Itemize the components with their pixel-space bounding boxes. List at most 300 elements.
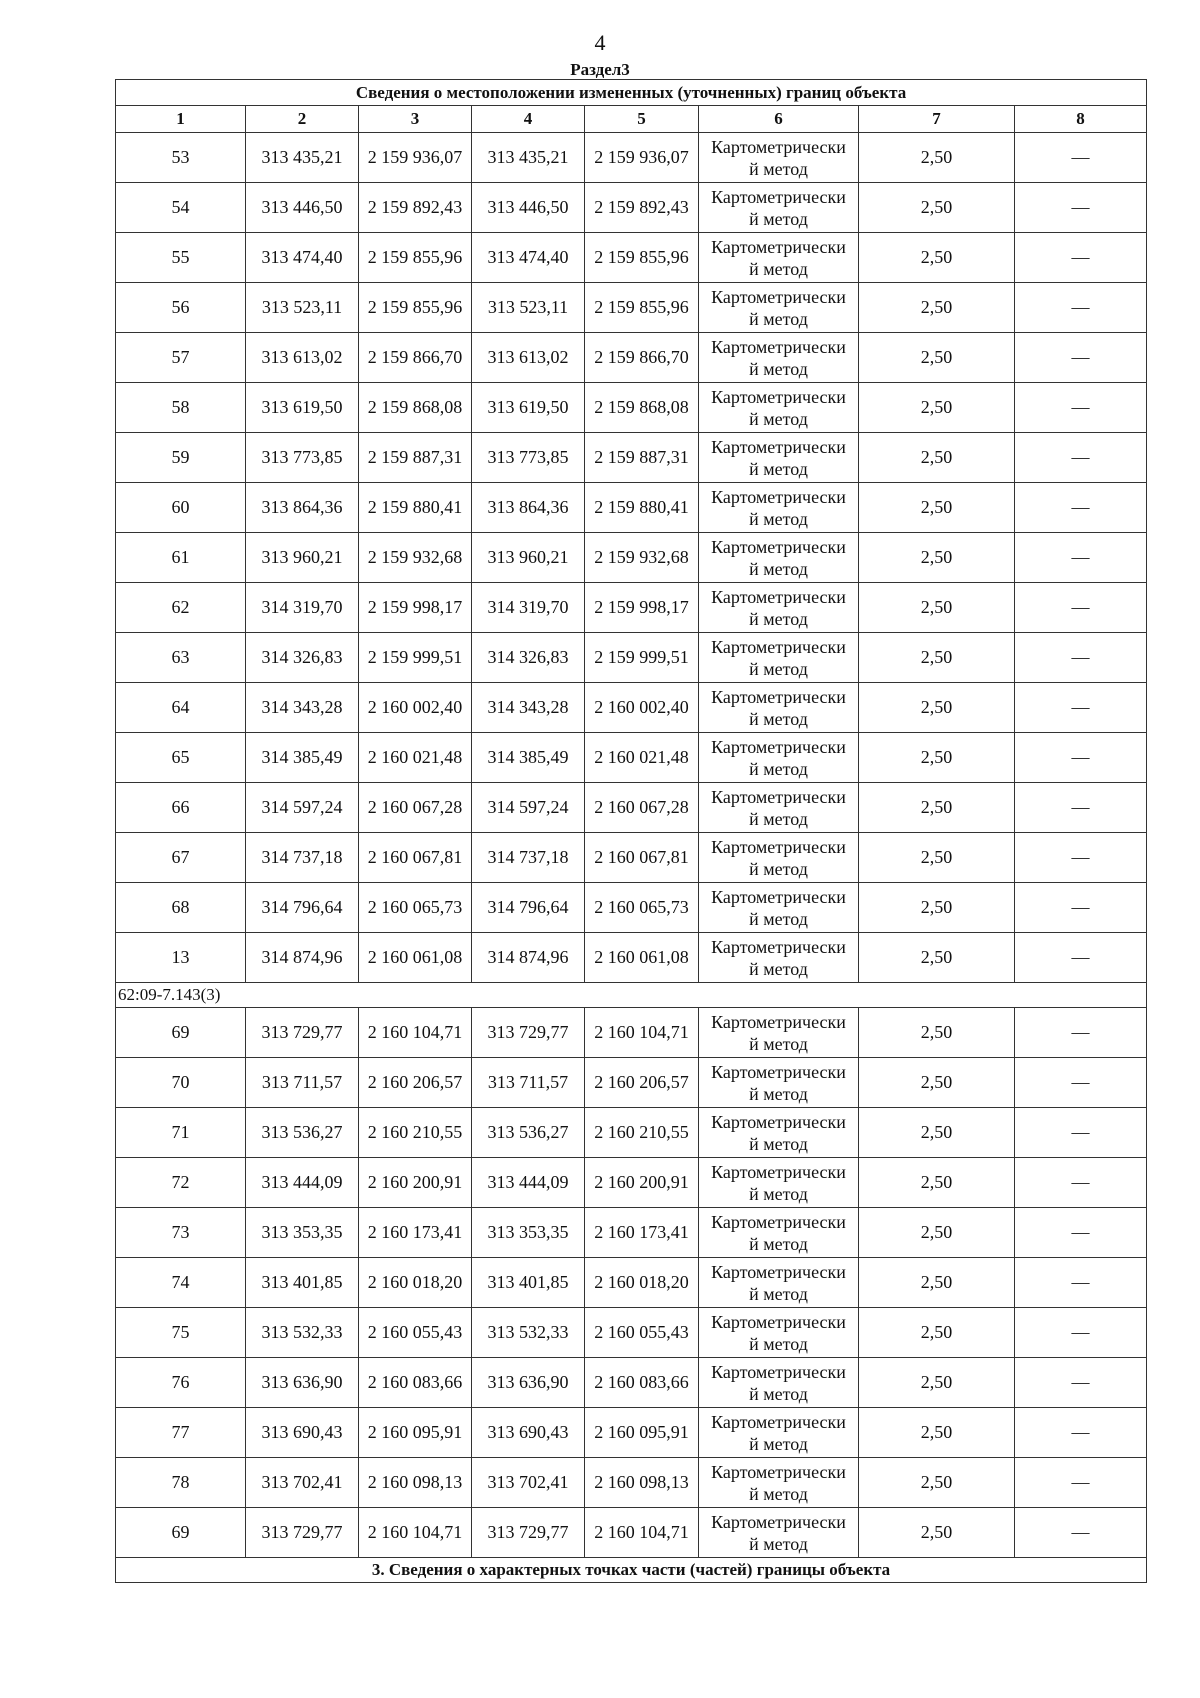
method-text-line1: Картометрически — [711, 1161, 846, 1182]
method-cell — [699, 1358, 859, 1408]
y-old-cell: 2 160 210,55 — [359, 1108, 472, 1158]
y-new-cell: 2 159 855,96 — [585, 233, 699, 283]
column-header: 4 — [472, 106, 585, 133]
x-old-cell: 313 435,21 — [246, 133, 359, 183]
method-text-line1: Картометрически — [711, 686, 846, 707]
y-old-cell: 2 160 095,91 — [359, 1408, 472, 1458]
y-new-cell: 2 160 067,81 — [585, 833, 699, 883]
point-number-cell: 75 — [116, 1308, 246, 1358]
method-cell — [699, 1108, 859, 1158]
y-old-cell: 2 160 200,91 — [359, 1158, 472, 1208]
method-text-line2: й метод — [749, 408, 808, 429]
x-new-cell: 313 690,43 — [472, 1408, 585, 1458]
y-old-cell: 2 160 067,28 — [359, 783, 472, 833]
x-new-cell: 313 960,21 — [472, 533, 585, 583]
table-title-row — [116, 80, 1147, 106]
y-new-cell: 2 159 868,08 — [585, 383, 699, 433]
note-cell: — — [1015, 1458, 1147, 1508]
point-number-cell: 72 — [116, 1158, 246, 1208]
x-new-cell: 313 401,85 — [472, 1258, 585, 1308]
method-text-line1: Картометрически — [711, 1511, 846, 1532]
table-row — [116, 1358, 1147, 1408]
method-cell — [699, 883, 859, 933]
y-old-cell: 2 160 104,71 — [359, 1508, 472, 1558]
point-number-cell: 76 — [116, 1358, 246, 1408]
method-text-line1: Картометрически — [711, 936, 846, 957]
method-text-line1: Картометрически — [711, 1411, 846, 1432]
x-old-cell: 313 523,11 — [246, 283, 359, 333]
x-new-cell: 313 729,77 — [472, 1008, 585, 1058]
method-cell — [699, 133, 859, 183]
y-old-cell: 2 159 998,17 — [359, 583, 472, 633]
x-new-cell: 314 343,28 — [472, 683, 585, 733]
method-text-line1: Картометрически — [711, 586, 846, 607]
method-cell — [699, 283, 859, 333]
x-old-cell: 313 960,21 — [246, 533, 359, 583]
accuracy-cell: 2,50 — [859, 1158, 1015, 1208]
table-row — [116, 1258, 1147, 1308]
method-text-line2: й метод — [749, 1233, 808, 1254]
y-new-cell: 2 160 018,20 — [585, 1258, 699, 1308]
x-old-cell: 313 619,50 — [246, 383, 359, 433]
x-new-cell: 314 796,64 — [472, 883, 585, 933]
accuracy-cell: 2,50 — [859, 1008, 1015, 1058]
x-old-cell: 314 737,18 — [246, 833, 359, 883]
table-row — [116, 1458, 1147, 1508]
point-number-cell: 57 — [116, 333, 246, 383]
note-cell: — — [1015, 1208, 1147, 1258]
x-old-cell: 313 864,36 — [246, 483, 359, 533]
method-text-line2: й метод — [749, 558, 808, 579]
method-text-line2: й метод — [749, 858, 808, 879]
method-text-line1: Картометрически — [711, 1311, 846, 1332]
x-old-cell: 313 702,41 — [246, 1458, 359, 1508]
x-old-cell: 314 874,96 — [246, 933, 359, 983]
accuracy-cell: 2,50 — [859, 333, 1015, 383]
table-row — [116, 883, 1147, 933]
point-number-cell: 68 — [116, 883, 246, 933]
method-cell — [699, 683, 859, 733]
x-new-cell: 313 353,35 — [472, 1208, 585, 1258]
accuracy-cell: 2,50 — [859, 833, 1015, 883]
y-old-cell: 2 159 892,43 — [359, 183, 472, 233]
x-new-cell: 313 711,57 — [472, 1058, 585, 1108]
point-number-cell: 13 — [116, 933, 246, 983]
x-old-cell: 314 319,70 — [246, 583, 359, 633]
method-cell — [699, 183, 859, 233]
point-number-cell: 69 — [116, 1008, 246, 1058]
y-old-cell: 2 160 098,13 — [359, 1458, 472, 1508]
note-cell: — — [1015, 933, 1147, 983]
method-cell — [699, 933, 859, 983]
method-text-line1: Картометрически — [711, 886, 846, 907]
y-new-cell: 2 160 173,41 — [585, 1208, 699, 1258]
note-cell: — — [1015, 583, 1147, 633]
y-new-cell: 2 160 206,57 — [585, 1058, 699, 1108]
method-text-line1: Картометрически — [711, 1261, 846, 1282]
method-cell — [699, 1008, 859, 1058]
accuracy-cell: 2,50 — [859, 133, 1015, 183]
column-header-row — [116, 106, 1147, 133]
accuracy-cell: 2,50 — [859, 1108, 1015, 1158]
column-header: 5 — [585, 106, 699, 133]
point-number-cell: 63 — [116, 633, 246, 683]
point-number-cell: 61 — [116, 533, 246, 583]
note-cell: — — [1015, 1008, 1147, 1058]
method-text-line1: Картометрически — [711, 1211, 846, 1232]
point-number-cell: 74 — [116, 1258, 246, 1308]
y-new-cell: 2 160 055,43 — [585, 1308, 699, 1358]
method-text-line1: Картометрически — [711, 1461, 846, 1482]
note-cell: — — [1015, 733, 1147, 783]
y-new-cell: 2 160 067,28 — [585, 783, 699, 833]
method-text-line1: Картометрически — [711, 1061, 846, 1082]
column-header: 3 — [359, 106, 472, 133]
x-new-cell: 313 702,41 — [472, 1458, 585, 1508]
method-text-line2: й метод — [749, 1433, 808, 1454]
method-cell — [699, 783, 859, 833]
column-header: 2 — [246, 106, 359, 133]
method-cell — [699, 1308, 859, 1358]
method-text-line1: Картометрически — [711, 836, 846, 857]
note-cell: — — [1015, 183, 1147, 233]
method-cell — [699, 1258, 859, 1308]
table-row — [116, 383, 1147, 433]
column-header: 6 — [699, 106, 859, 133]
method-cell — [699, 1458, 859, 1508]
method-text-line1: Картометрически — [711, 1361, 846, 1382]
table-row — [116, 783, 1147, 833]
point-number-cell: 62 — [116, 583, 246, 633]
point-number-cell: 53 — [116, 133, 246, 183]
accuracy-cell: 2,50 — [859, 233, 1015, 283]
accuracy-cell: 2,50 — [859, 583, 1015, 633]
x-new-cell: 313 523,11 — [472, 283, 585, 333]
method-text-line1: Картометрически — [711, 186, 846, 207]
method-text-line2: й метод — [749, 208, 808, 229]
note-cell: — — [1015, 533, 1147, 583]
note-cell: — — [1015, 633, 1147, 683]
coordinates-table — [115, 79, 1147, 1583]
point-number-cell: 73 — [116, 1208, 246, 1258]
y-new-cell: 2 159 887,31 — [585, 433, 699, 483]
y-old-cell: 2 160 061,08 — [359, 933, 472, 983]
method-text-line1: Картометрически — [711, 1111, 846, 1132]
note-cell: — — [1015, 1358, 1147, 1408]
y-old-cell: 2 159 932,68 — [359, 533, 472, 583]
y-new-cell: 2 159 892,43 — [585, 183, 699, 233]
y-new-cell: 2 159 999,51 — [585, 633, 699, 683]
point-number-cell: 65 — [116, 733, 246, 783]
x-old-cell: 313 729,77 — [246, 1508, 359, 1558]
table-row — [116, 333, 1147, 383]
note-cell: — — [1015, 1408, 1147, 1458]
x-new-cell: 314 737,18 — [472, 833, 585, 883]
method-text-line1: Картометрически — [711, 136, 846, 157]
table-row — [116, 1308, 1147, 1358]
note-cell: — — [1015, 883, 1147, 933]
x-old-cell: 314 597,24 — [246, 783, 359, 833]
table-row — [116, 583, 1147, 633]
method-cell — [699, 1058, 859, 1108]
point-number-cell: 67 — [116, 833, 246, 883]
x-new-cell: 313 446,50 — [472, 183, 585, 233]
method-text-line2: й метод — [749, 958, 808, 979]
x-old-cell: 313 711,57 — [246, 1058, 359, 1108]
method-text-line1: Картометрически — [711, 286, 846, 307]
y-old-cell: 2 160 104,71 — [359, 1008, 472, 1058]
y-old-cell: 2 160 083,66 — [359, 1358, 472, 1408]
y-old-cell: 2 159 866,70 — [359, 333, 472, 383]
y-new-cell: 2 160 104,71 — [585, 1508, 699, 1558]
y-old-cell: 2 159 855,96 — [359, 283, 472, 333]
method-text-line2: й метод — [749, 758, 808, 779]
method-text-line2: й метод — [749, 1383, 808, 1404]
point-number-cell: 66 — [116, 783, 246, 833]
method-text-line1: Картометрически — [711, 386, 846, 407]
x-new-cell: 313 619,50 — [472, 383, 585, 433]
note-cell: — — [1015, 433, 1147, 483]
x-old-cell: 313 474,40 — [246, 233, 359, 283]
y-old-cell: 2 160 173,41 — [359, 1208, 472, 1258]
y-old-cell: 2 159 868,08 — [359, 383, 472, 433]
accuracy-cell: 2,50 — [859, 1058, 1015, 1108]
x-old-cell: 313 613,02 — [246, 333, 359, 383]
method-cell — [699, 733, 859, 783]
method-text-line2: й метод — [749, 158, 808, 179]
accuracy-cell: 2,50 — [859, 733, 1015, 783]
table-row — [116, 1108, 1147, 1158]
y-new-cell: 2 160 065,73 — [585, 883, 699, 933]
method-cell — [699, 1158, 859, 1208]
group-label: 62:09-7.143(3) — [116, 983, 1147, 1008]
y-old-cell: 2 160 021,48 — [359, 733, 472, 783]
x-new-cell: 313 864,36 — [472, 483, 585, 533]
method-text-line2: й метод — [749, 1133, 808, 1154]
x-new-cell: 313 773,85 — [472, 433, 585, 483]
point-number-cell: 59 — [116, 433, 246, 483]
x-new-cell: 313 636,90 — [472, 1358, 585, 1408]
method-cell — [699, 333, 859, 383]
method-text-line1: Картометрически — [711, 736, 846, 757]
table-title: Сведения о местоположении измененных (уточненных) границ объекта — [116, 80, 1147, 106]
table-row — [116, 533, 1147, 583]
method-text-line1: Картометрически — [711, 1011, 846, 1032]
x-old-cell: 313 444,09 — [246, 1158, 359, 1208]
note-cell: — — [1015, 1058, 1147, 1108]
table-row — [116, 183, 1147, 233]
x-old-cell: 313 446,50 — [246, 183, 359, 233]
accuracy-cell: 2,50 — [859, 683, 1015, 733]
accuracy-cell: 2,50 — [859, 1208, 1015, 1258]
note-cell: — — [1015, 233, 1147, 283]
y-new-cell: 2 159 932,68 — [585, 533, 699, 583]
y-new-cell: 2 160 200,91 — [585, 1158, 699, 1208]
accuracy-cell: 2,50 — [859, 1308, 1015, 1358]
point-number-cell: 77 — [116, 1408, 246, 1458]
method-text-line2: й метод — [749, 1033, 808, 1054]
section-title: Раздел3 — [570, 60, 630, 79]
y-old-cell: 2 159 999,51 — [359, 633, 472, 683]
x-old-cell: 313 773,85 — [246, 433, 359, 483]
method-text-line2: й метод — [749, 1333, 808, 1354]
accuracy-cell: 2,50 — [859, 783, 1015, 833]
x-old-cell: 313 536,27 — [246, 1108, 359, 1158]
y-new-cell: 2 160 021,48 — [585, 733, 699, 783]
method-cell — [699, 233, 859, 283]
point-number-cell: 70 — [116, 1058, 246, 1108]
accuracy-cell: 2,50 — [859, 433, 1015, 483]
note-cell: — — [1015, 1258, 1147, 1308]
table-row — [116, 133, 1147, 183]
accuracy-cell: 2,50 — [859, 183, 1015, 233]
method-text-line1: Картометрически — [711, 436, 846, 457]
y-new-cell: 2 160 104,71 — [585, 1008, 699, 1058]
x-new-cell: 313 444,09 — [472, 1158, 585, 1208]
method-text-line1: Картометрически — [711, 236, 846, 257]
method-text-line2: й метод — [749, 258, 808, 279]
point-number-cell: 60 — [116, 483, 246, 533]
method-cell — [699, 1408, 859, 1458]
table-row — [116, 933, 1147, 983]
y-new-cell: 2 160 083,66 — [585, 1358, 699, 1408]
accuracy-cell: 2,50 — [859, 1358, 1015, 1408]
method-cell — [699, 1208, 859, 1258]
note-cell: — — [1015, 783, 1147, 833]
note-cell: — — [1015, 1508, 1147, 1558]
point-number-cell: 78 — [116, 1458, 246, 1508]
x-old-cell: 313 353,35 — [246, 1208, 359, 1258]
y-old-cell: 2 159 880,41 — [359, 483, 472, 533]
method-cell — [699, 533, 859, 583]
x-old-cell: 313 532,33 — [246, 1308, 359, 1358]
table-row — [116, 283, 1147, 333]
table-row — [116, 1008, 1147, 1058]
x-old-cell: 314 343,28 — [246, 683, 359, 733]
accuracy-cell: 2,50 — [859, 1458, 1015, 1508]
column-header: 7 — [859, 106, 1015, 133]
x-new-cell: 314 319,70 — [472, 583, 585, 633]
y-old-cell: 2 160 065,73 — [359, 883, 472, 933]
method-text-line2: й метод — [749, 708, 808, 729]
x-old-cell: 314 385,49 — [246, 733, 359, 783]
table-row — [116, 733, 1147, 783]
method-cell — [699, 383, 859, 433]
accuracy-cell: 2,50 — [859, 633, 1015, 683]
page-number: 4 — [594, 30, 606, 55]
y-new-cell: 2 159 998,17 — [585, 583, 699, 633]
x-new-cell: 313 474,40 — [472, 233, 585, 283]
method-text-line1: Картометрически — [711, 486, 846, 507]
column-header: 8 — [1015, 106, 1147, 133]
accuracy-cell: 2,50 — [859, 1408, 1015, 1458]
method-text-line2: й метод — [749, 458, 808, 479]
x-new-cell: 314 874,96 — [472, 933, 585, 983]
table-row — [116, 633, 1147, 683]
point-number-cell: 71 — [116, 1108, 246, 1158]
y-new-cell: 2 159 880,41 — [585, 483, 699, 533]
y-old-cell: 2 160 018,20 — [359, 1258, 472, 1308]
method-text-line2: й метод — [749, 1183, 808, 1204]
point-number-cell: 64 — [116, 683, 246, 733]
table-row — [116, 683, 1147, 733]
method-cell — [699, 483, 859, 533]
accuracy-cell: 2,50 — [859, 1258, 1015, 1308]
x-old-cell: 313 401,85 — [246, 1258, 359, 1308]
table-row — [116, 433, 1147, 483]
y-old-cell: 2 159 936,07 — [359, 133, 472, 183]
y-old-cell: 2 159 855,96 — [359, 233, 472, 283]
method-text-line2: й метод — [749, 1533, 808, 1554]
note-cell: — — [1015, 1108, 1147, 1158]
y-new-cell: 2 159 855,96 — [585, 283, 699, 333]
y-new-cell: 2 160 095,91 — [585, 1408, 699, 1458]
table-row — [116, 483, 1147, 533]
method-cell — [699, 633, 859, 683]
x-new-cell: 313 532,33 — [472, 1308, 585, 1358]
note-cell: — — [1015, 683, 1147, 733]
point-number-cell: 55 — [116, 233, 246, 283]
table-row — [116, 233, 1147, 283]
table-row — [116, 1208, 1147, 1258]
y-old-cell: 2 160 067,81 — [359, 833, 472, 883]
y-new-cell: 2 159 936,07 — [585, 133, 699, 183]
accuracy-cell: 2,50 — [859, 383, 1015, 433]
method-cell — [699, 1508, 859, 1558]
note-cell: — — [1015, 383, 1147, 433]
method-text-line2: й метод — [749, 1483, 808, 1504]
y-new-cell: 2 159 866,70 — [585, 333, 699, 383]
column-header: 1 — [116, 106, 246, 133]
x-new-cell: 314 326,83 — [472, 633, 585, 683]
accuracy-cell: 2,50 — [859, 533, 1015, 583]
x-new-cell: 314 597,24 — [472, 783, 585, 833]
table-row — [116, 1058, 1147, 1108]
accuracy-cell: 2,50 — [859, 483, 1015, 533]
x-old-cell: 313 729,77 — [246, 1008, 359, 1058]
accuracy-cell: 2,50 — [859, 1508, 1015, 1558]
x-new-cell: 313 435,21 — [472, 133, 585, 183]
x-new-cell: 313 729,77 — [472, 1508, 585, 1558]
note-cell: — — [1015, 133, 1147, 183]
note-cell: — — [1015, 483, 1147, 533]
method-cell — [699, 433, 859, 483]
y-new-cell: 2 160 210,55 — [585, 1108, 699, 1158]
x-old-cell: 313 636,90 — [246, 1358, 359, 1408]
method-text-line2: й метод — [749, 358, 808, 379]
method-cell — [699, 833, 859, 883]
y-new-cell: 2 160 002,40 — [585, 683, 699, 733]
x-new-cell: 313 536,27 — [472, 1108, 585, 1158]
x-old-cell: 314 326,83 — [246, 633, 359, 683]
accuracy-cell: 2,50 — [859, 283, 1015, 333]
method-text-line2: й метод — [749, 508, 808, 529]
y-old-cell: 2 159 887,31 — [359, 433, 472, 483]
x-old-cell: 314 796,64 — [246, 883, 359, 933]
note-cell: — — [1015, 833, 1147, 883]
y-new-cell: 2 160 061,08 — [585, 933, 699, 983]
point-number-cell: 58 — [116, 383, 246, 433]
x-old-cell: 313 690,43 — [246, 1408, 359, 1458]
method-text-line2: й метод — [749, 1283, 808, 1304]
note-cell: — — [1015, 333, 1147, 383]
y-old-cell: 2 160 002,40 — [359, 683, 472, 733]
note-cell: — — [1015, 1308, 1147, 1358]
note-cell: — — [1015, 1158, 1147, 1208]
table-row — [116, 1408, 1147, 1458]
x-new-cell: 313 613,02 — [472, 333, 585, 383]
accuracy-cell: 2,50 — [859, 883, 1015, 933]
